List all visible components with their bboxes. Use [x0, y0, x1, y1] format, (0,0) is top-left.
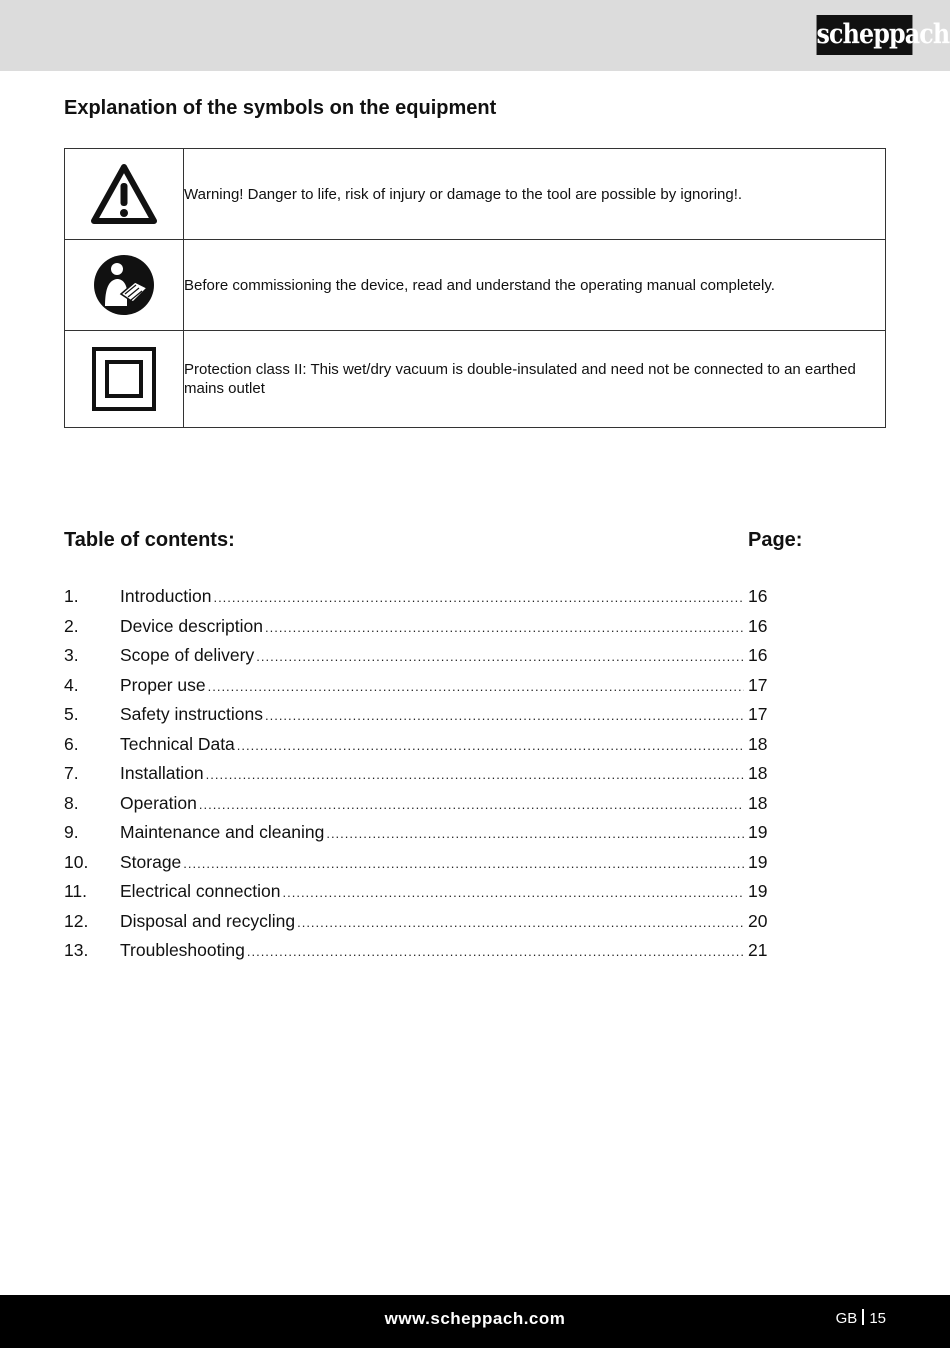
toc-item[interactable] [64, 789, 774, 819]
toc-item[interactable] [64, 877, 774, 907]
toc-leader-dots [183, 849, 744, 879]
toc-item-number: 1. [64, 586, 79, 606]
toc-item[interactable] [64, 730, 774, 760]
toc-leader-dots [208, 672, 744, 702]
toc-item[interactable] [64, 848, 774, 878]
toc-item[interactable] [64, 671, 774, 701]
toc-item-label: Disposal and recycling [120, 910, 296, 931]
symbol-row [65, 240, 886, 331]
toc-item-number: 13. [64, 940, 89, 960]
toc-leader-dots [237, 731, 744, 761]
header-band [0, 0, 950, 71]
toc-item-number: 6. [64, 733, 79, 754]
toc-leader-dots [265, 701, 744, 731]
toc-item-page: 21 [748, 940, 768, 960]
footer-language: GB [835, 1310, 858, 1327]
toc-leader-dots [297, 908, 744, 938]
symbol-description: Before commissioning the device, read and understand the operating manual completely. [184, 240, 886, 331]
symbol-row [65, 331, 886, 428]
warning-triangle-icon [90, 163, 158, 225]
symbol-icon-cell [65, 149, 184, 240]
toc-leader-dots [213, 583, 744, 613]
toc-item-page: 17 [748, 704, 768, 724]
toc-item[interactable] [64, 641, 774, 671]
symbol-row [65, 149, 886, 240]
toc-item-page: 17 [748, 674, 768, 695]
symbol-icon-cell [65, 240, 184, 331]
toc-item-number: 3. [64, 645, 79, 665]
brand-logo: scheppach [817, 15, 913, 55]
symbol-icon-cell [65, 331, 184, 428]
toc-item-page: 19 [748, 851, 768, 872]
footer-page-number: 15 [869, 1310, 886, 1327]
toc-item-label: Maintenance and cleaning [120, 822, 325, 842]
toc-list [64, 582, 774, 966]
toc-item[interactable] [64, 907, 774, 937]
footer-band [0, 1295, 950, 1348]
toc-item-number: 10. [64, 851, 89, 872]
toc-item-label: Introduction [120, 586, 212, 606]
toc-item-label: Proper use [120, 674, 206, 695]
toc-item[interactable] [64, 612, 774, 642]
toc-item-page: 19 [748, 822, 768, 842]
toc-item-label: Storage [120, 851, 182, 872]
toc-item-number: 5. [64, 704, 79, 724]
toc-item-label: Electrical connection [120, 881, 281, 901]
toc-leader-dots [247, 937, 744, 967]
toc-item[interactable] [64, 759, 774, 789]
toc-item-label: Safety instructions [120, 704, 263, 724]
toc-title: Table of contents: [64, 529, 235, 551]
toc-item[interactable] [64, 582, 774, 612]
read-manual-icon [93, 254, 155, 316]
toc-item-page: 16 [748, 586, 768, 606]
symbols-table [64, 148, 886, 428]
toc-item-number: 2. [64, 615, 79, 636]
footer-website-link[interactable]: www.scheppach.com [384, 1309, 566, 1328]
toc-item[interactable] [64, 818, 774, 848]
toc-item-number: 11. [64, 881, 88, 901]
toc-item[interactable] [64, 700, 774, 730]
symbol-description: Protection class II: This wet/dry vacuum is double-insulated and need not be connected to an earthed mains outlet [184, 331, 886, 428]
toc-leader-dots [206, 760, 744, 790]
protection-class-ii-icon [92, 347, 156, 411]
toc-item-page: 16 [748, 645, 768, 665]
toc-item-number: 12. [64, 910, 89, 931]
toc-item-page: 18 [748, 733, 768, 754]
toc-leader-dots [326, 819, 744, 849]
toc-leader-dots [199, 790, 744, 820]
toc-leader-dots [283, 878, 745, 908]
toc-page-label: Page: [748, 529, 803, 551]
toc-item-label: Device description [120, 615, 263, 636]
toc-item-label: Troubleshooting [120, 940, 245, 960]
toc-item-label: Operation [120, 792, 197, 813]
symbols-section-title: Explanation of the symbols on the equipment [64, 97, 497, 119]
toc-item-page: 16 [748, 615, 768, 636]
footer-separator [862, 1309, 864, 1325]
toc-item-label: Scope of delivery [120, 645, 255, 665]
toc-item-number: 4. [64, 674, 79, 695]
footer-page-indicator [836, 1295, 886, 1343]
toc-item-page: 19 [748, 881, 768, 901]
toc-item-page: 18 [748, 792, 768, 813]
toc-item-number: 8. [64, 792, 79, 813]
toc-item-number: 9. [64, 822, 79, 842]
toc-item-page: 20 [748, 910, 768, 931]
toc-item[interactable] [64, 936, 774, 966]
toc-item-page: 18 [748, 763, 768, 783]
toc-item-number: 7. [64, 763, 79, 783]
toc-leader-dots [265, 613, 744, 643]
symbol-description: Warning! Danger to life, risk of injury or damage to the tool are possible by ignoring!. [184, 149, 886, 240]
toc-item-label: Installation [120, 763, 204, 783]
toc-item-label: Technical Data [120, 733, 235, 754]
toc-leader-dots [256, 642, 744, 672]
